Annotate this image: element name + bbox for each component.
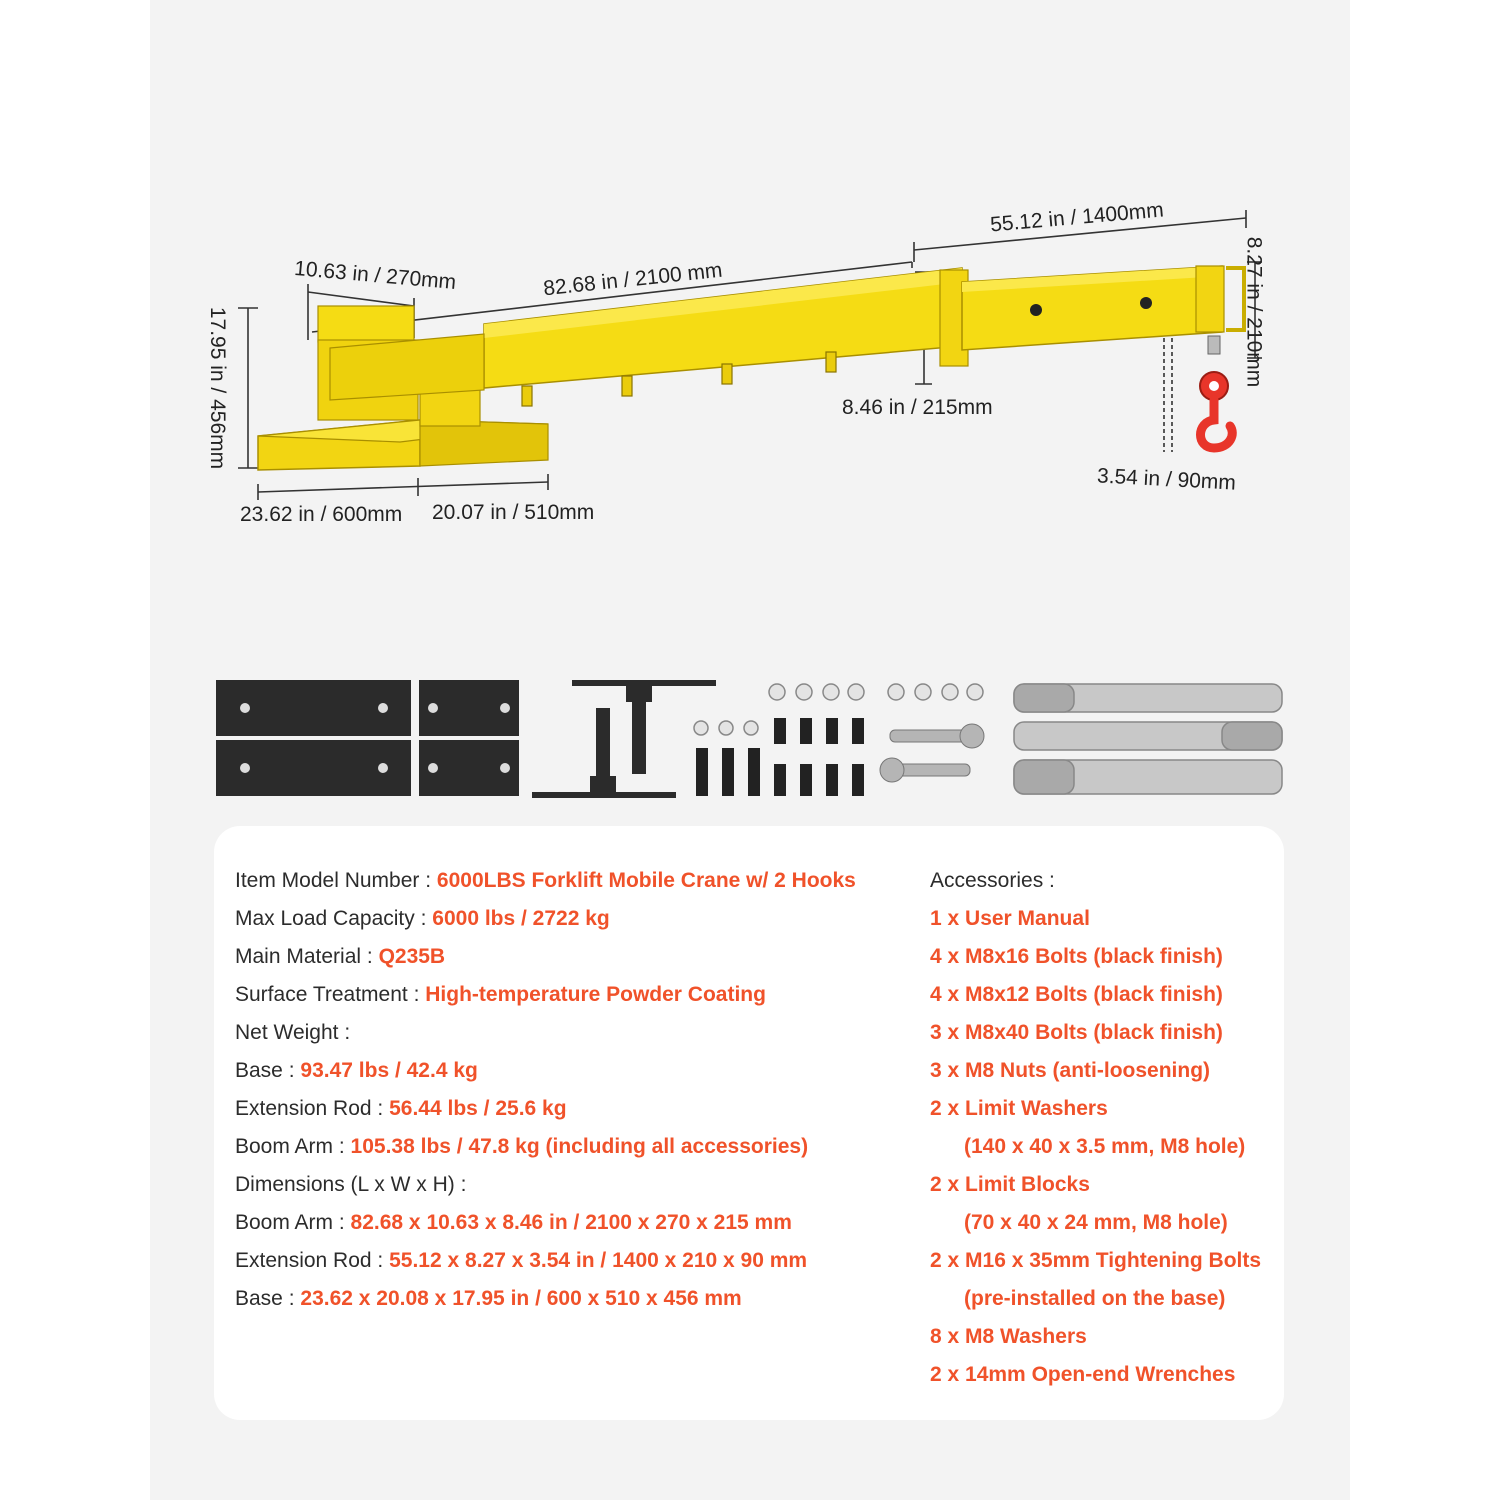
model-label: Item Model Number :	[235, 869, 432, 892]
accessory-item: 3 x M8 Nuts (anti-loosening)	[930, 1059, 1211, 1082]
accessory-item: 4 x M8x16 Bolts (black finish)	[930, 945, 1223, 968]
surface-row	[235, 976, 856, 1014]
capacity-label: Max Load Capacity :	[235, 907, 427, 930]
boom-dim-value: 82.68 x 10.63 x 8.46 in / 2100 x 270 x 215 mm	[350, 1211, 792, 1234]
boom-dim-label: Boom Arm :	[235, 1211, 345, 1234]
base-dim-row	[235, 1280, 856, 1318]
extension-weight-value: 56.44 lbs / 25.6 kg	[389, 1097, 567, 1120]
surface-value: High-temperature Powder Coating	[425, 983, 766, 1006]
material-row	[235, 938, 856, 976]
material-label: Main Material :	[235, 945, 373, 968]
accessory-item: 8 x M8 Washers	[930, 1325, 1087, 1348]
extension-dim-value: 55.12 x 8.27 x 3.54 in / 1400 x 210 x 90 mm	[389, 1249, 808, 1272]
tightening-bolts	[532, 680, 716, 798]
extension-weight-row	[235, 1090, 856, 1128]
net-weight-row	[235, 1014, 856, 1052]
connecting-pins	[1014, 684, 1282, 794]
parts-illustration	[0, 660, 1500, 820]
washers	[694, 684, 983, 735]
capacity-row	[235, 900, 856, 938]
model-row	[235, 862, 856, 900]
accessories-column	[930, 862, 1261, 1394]
limit-blocks	[419, 680, 519, 796]
extension-height-label: 8.27 in / 210mm	[1242, 236, 1266, 388]
base-weight-row	[235, 1052, 856, 1090]
accessory-item: 4 x M8x12 Bolts (black finish)	[930, 983, 1223, 1006]
base-dim-label: Base :	[235, 1287, 295, 1310]
accessory-item: 3 x M8x40 Bolts (black finish)	[930, 1021, 1223, 1044]
boom-height-label: 8.46 in / 215mm	[842, 396, 993, 419]
accessory-item: 2 x Limit Washers	[930, 1097, 1108, 1120]
boom-width-label: 10.63 in / 270mm	[293, 256, 458, 295]
model-value: 6000LBS Forklift Mobile Crane w/ 2 Hooks	[436, 869, 856, 892]
accessory-item: 2 x Limit Blocks	[930, 1173, 1090, 1196]
boom-weight-row	[235, 1128, 856, 1166]
capacity-value: 6000 lbs / 2722 kg	[432, 907, 610, 930]
material-value: Q235B	[378, 945, 446, 968]
accessory-item: 1 x User Manual	[930, 907, 1090, 930]
accessory-item: 2 x 14mm Open-end Wrenches	[930, 1363, 1236, 1386]
base-dim-value: 23.62 x 20.08 x 17.95 in / 600 x 510 x 456 mm	[300, 1287, 742, 1310]
extension-dim-row	[235, 1242, 856, 1280]
accessory-parts	[0, 660, 1500, 820]
extension-rod	[962, 266, 1244, 350]
boom-length-label: 82.68 in / 2100 mm	[542, 258, 724, 301]
extension-dim-label: Extension Rod :	[235, 1249, 384, 1272]
dimensions-row	[235, 1166, 856, 1204]
boom-dim-row	[235, 1204, 856, 1242]
lifting-hook	[1200, 336, 1232, 448]
limit-washer-plates	[216, 680, 411, 796]
dimensions-label: Dimensions (L x W x H) :	[235, 1173, 467, 1196]
extension-weight-label: Extension Rod :	[235, 1097, 384, 1120]
extension-length-label: 55.12 in / 1400mm	[989, 198, 1165, 237]
accessory-item-detail: (140 x 40 x 3.5 mm, M8 hole)	[964, 1135, 1246, 1158]
base-width-label: 20.07 in / 510mm	[432, 501, 595, 524]
specification-card	[214, 826, 1284, 1420]
base-weight-value: 93.47 lbs / 42.4 kg	[300, 1059, 478, 1082]
base-length-label: 23.62 in / 600mm	[240, 503, 403, 526]
base-weight-label: Base :	[235, 1059, 295, 1082]
accessory-item-detail: (70 x 40 x 24 mm, M8 hole)	[964, 1211, 1228, 1234]
accessory-item: 2 x M16 x 35mm Tightening Bolts	[930, 1249, 1262, 1272]
accessory-item-detail: (pre-installed on the base)	[964, 1287, 1226, 1310]
accessories-title: Accessories :	[930, 869, 1055, 892]
crane-diagram	[0, 0, 1500, 620]
specs-column	[235, 862, 856, 1318]
surface-label: Surface Treatment :	[235, 983, 420, 1006]
open-end-wrenches	[880, 724, 984, 782]
boom-weight-value: 105.38 lbs / 47.8 kg (including all accessories)	[350, 1135, 809, 1158]
extension-width-label: 3.54 in / 90mm	[1096, 464, 1237, 495]
base-height-label: 17.95 in / 456mm	[206, 306, 230, 470]
boom-weight-label: Boom Arm :	[235, 1135, 345, 1158]
net-weight-label: Net Weight :	[235, 1021, 351, 1044]
